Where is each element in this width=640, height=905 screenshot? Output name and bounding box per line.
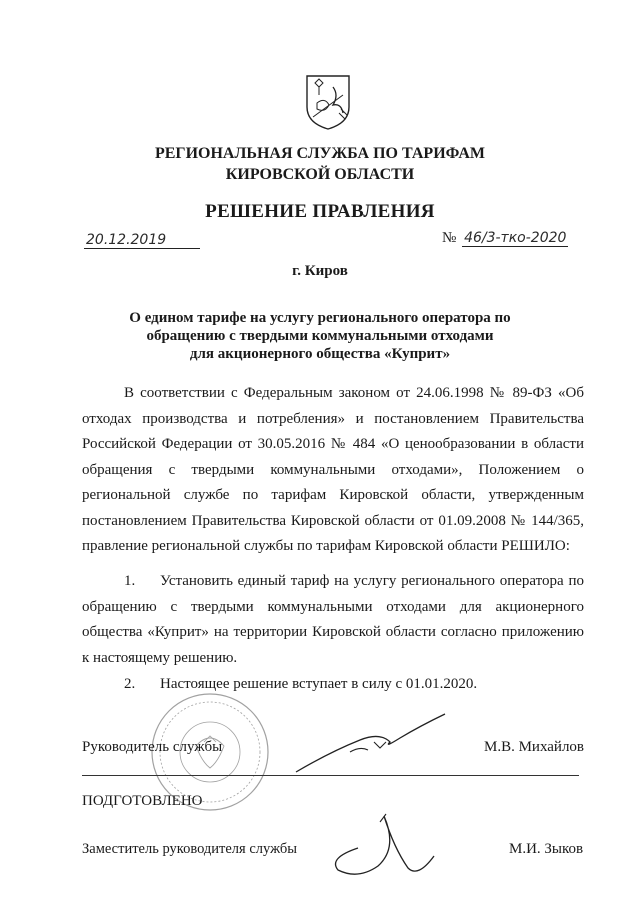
head-role: Руководитель службы (82, 739, 223, 755)
decision-item-1 (82, 569, 584, 671)
subject-line3: для акционерного общества «Куприт» (189, 346, 451, 362)
preamble-paragraph: В соответствии с Федеральным законом от 24.06.1998 № 89-ФЗ «Об отходах производства и потребления» и постановлением Правительства Российской Федерации от 30.05.2016 № 484 «О ценообразовании в области обращения с твердыми коммунальными отходами», Положением о региональной службе по тарифам Кировской области, утвержденным постановлением Правительства Кировской области от 01.09.2008 № 144/365, правление региональной службы по тарифам Кировской области РЕШИЛО: (82, 385, 584, 554)
deputy-name: М.И. Зыков (509, 841, 584, 857)
subject-line2: обращению с твердыми коммунальными отходами (146, 328, 494, 344)
number-label: № (442, 230, 457, 246)
subject-line1: О едином тарифе на услугу регионального оператора по (129, 310, 511, 326)
deputy-signature-icon (318, 808, 438, 883)
head-name: М.В. Михайлов (484, 739, 585, 755)
head-signature-icon (290, 712, 450, 782)
prepared-label: ПОДГОТОВЛЕНО (82, 793, 203, 809)
deputy-role: Заместитель руководителя службы (82, 841, 298, 857)
document-number (442, 230, 568, 247)
item-text: Настоящее решение вступает в силу с 01.01.2020. (160, 676, 478, 692)
document-date: 20.12.2019 (84, 232, 200, 249)
item-number: 1. (124, 573, 136, 589)
separator-line (82, 775, 579, 776)
document-title: РЕШЕНИЕ ПРАВЛЕНИЯ (205, 201, 435, 222)
number-value: 46/3-тко-2020 (464, 230, 567, 246)
item-number: 2. (124, 676, 136, 692)
city: г. Киров (292, 263, 348, 279)
org-name-line2: КИРОВСКОЙ ОБЛАСТИ (225, 166, 415, 183)
org-name-line1: РЕГИОНАЛЬНАЯ СЛУЖБА ПО ТАРИФАМ (154, 145, 486, 162)
coat-of-arms-icon (303, 73, 353, 131)
item-text: Установить единый тариф на услугу регионального оператора по обращению с твердыми коммунальными отходами для акционерного общества «Куприт» на территории Кировской области согласно приложению к настоящему решению. (82, 573, 584, 666)
